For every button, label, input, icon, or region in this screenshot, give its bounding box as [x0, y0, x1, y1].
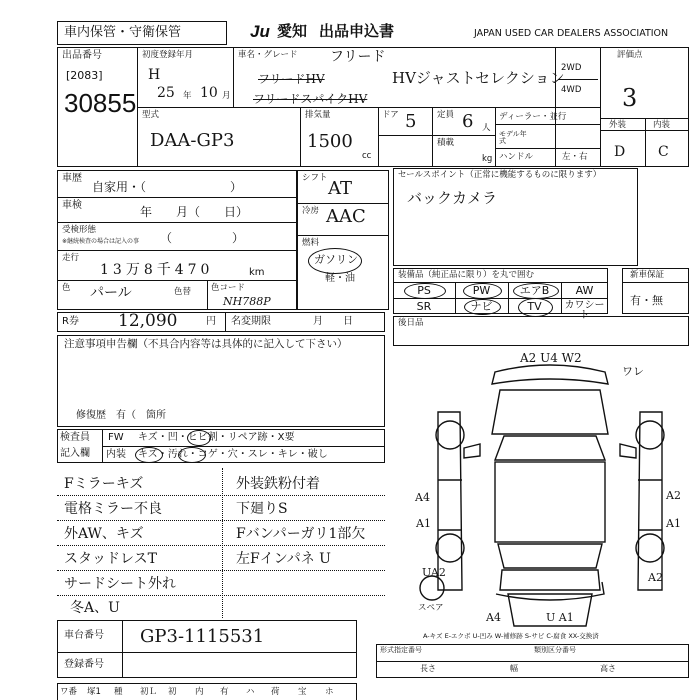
equip-ps-circle — [404, 283, 446, 299]
chassis-label: 車台番号 — [64, 630, 104, 641]
disp-label: 排気量 — [305, 110, 331, 120]
equip-tv: TV — [527, 300, 542, 313]
equip-navi: ナビ — [470, 300, 493, 313]
name-label: 車名・グレード — [238, 50, 298, 60]
drive-2wd: 2WD — [561, 63, 582, 73]
note-line-9: サードシート外れ — [64, 576, 176, 592]
dmg-left-ua2: UA2 — [422, 566, 446, 579]
back-label: 後日品 — [398, 318, 424, 328]
history-label: 車歴 — [62, 173, 82, 184]
reg-year: 25 — [157, 85, 175, 101]
dmg-bottom-a4: A4 — [486, 611, 501, 624]
repair-label: 修復歴 有（ 箇所 — [76, 410, 166, 421]
receipt-label: 受検形態 — [62, 225, 97, 235]
strip-label-3: 種 — [114, 687, 123, 697]
bottom-strip — [57, 683, 357, 700]
size-label-2: 類別区分番号 — [534, 646, 576, 654]
shift-label: シフト — [302, 173, 328, 183]
dmg-right-a2b: A2 — [648, 571, 663, 584]
dmg-legend: A-キズ E-エクボ U-凹み W-補修跡 S-サビ C-腐食 XX-交換済 — [423, 632, 599, 640]
equip-navi-circle — [464, 299, 501, 315]
note-line-4: 下廻りS — [236, 501, 288, 517]
org-name: 愛知 — [277, 22, 308, 40]
ext-value: D — [614, 144, 626, 160]
spare-label: スペア — [418, 603, 444, 613]
receipt-sub: ※継続検査の場合は記入の事 — [62, 238, 140, 245]
ac-label: 冷房 — [302, 206, 320, 216]
int-label: 内装 — [653, 120, 671, 130]
len-label: 長さ — [420, 664, 436, 673]
reg-month: 10 — [200, 85, 218, 101]
fuel-label: 燃料 — [302, 238, 320, 248]
dmg-top-right: ワレ — [622, 365, 644, 378]
struck-name-1: フリードHV — [258, 72, 325, 86]
dmg-right-a2: A2 — [666, 489, 681, 502]
equip-aw: AW — [575, 284, 594, 297]
reg-era: H — [148, 67, 161, 83]
fuel-value: ガソリン — [314, 253, 358, 266]
reg-label: 初度登録年月 — [142, 50, 194, 60]
score-label: 評価点 — [617, 50, 643, 60]
strip-label-5: 初 — [168, 687, 177, 697]
fw-circle — [187, 430, 211, 446]
equip-pw-circle — [463, 283, 502, 299]
receipt-value: （ ） — [160, 231, 245, 245]
inner-items: キズ・汚れ・コゲ・穴・スレ・キレ・破し — [138, 449, 328, 460]
sell-value: バックカメラ — [407, 189, 498, 207]
lot-label: 出品番号 — [62, 50, 102, 61]
ac-value: AAC — [326, 206, 366, 227]
width-label: 幅 — [510, 664, 518, 673]
lot-sub: [2083] — [66, 69, 103, 82]
org-en: JAPAN USED CAR DEALERS ASSOCIATION — [474, 28, 669, 39]
equip-pw: PW — [472, 284, 491, 297]
equip-airbag-circle — [513, 283, 559, 299]
note-line-7: スタッドレスT — [64, 551, 157, 567]
grade: HVジャストセレクション — [392, 69, 565, 87]
color-change-label: 色替 — [174, 287, 192, 297]
strip-label-7: 有 — [220, 687, 229, 697]
sell-point-box — [393, 168, 638, 266]
reg-no-label: 登録番号 — [64, 659, 104, 670]
strip-label-2: 塚1 — [87, 687, 101, 697]
model-value: DAA-GP3 — [150, 130, 235, 151]
dmg-right-a1: A1 — [666, 517, 681, 530]
int-value: C — [658, 144, 669, 160]
equip-airbag: エアB — [519, 284, 550, 297]
color-value: パール — [90, 285, 132, 301]
note-line-1: Fミラーキズ — [64, 476, 144, 492]
note-line-8: 左Fインパネ U — [236, 551, 331, 567]
disp-unit: cc — [362, 151, 372, 161]
inner-circle-1 — [135, 447, 163, 463]
dmg-left-a1: A1 — [416, 517, 431, 530]
note-line-5: 外AW、キズ — [64, 526, 144, 542]
recycle-value: 12,090 — [118, 311, 178, 331]
inspector-label: 検査員 — [60, 432, 90, 443]
chassis-value: GP3-1115531 — [140, 626, 265, 647]
shift-value: AT — [328, 178, 353, 199]
recorder-label: 記入欄 — [60, 448, 90, 459]
form-title: 出品申込書 — [319, 22, 395, 40]
ju-logo: Ju — [250, 22, 270, 41]
note-line-3: 電格ミラー不良 — [64, 501, 162, 517]
strip-label-4: 初Ｌ — [140, 687, 158, 697]
disp-value: 1500 — [307, 131, 353, 152]
model-label: 型式 — [142, 110, 160, 120]
mileage-label: 走行 — [62, 253, 80, 263]
back-box — [393, 316, 689, 346]
handle-options: 左・右 — [562, 152, 588, 162]
strip-label-6: 内 — [195, 687, 204, 697]
mileage-unit: km — [249, 267, 265, 278]
color-code-value: NH788P — [223, 295, 271, 308]
strip-label-11: ホ — [325, 687, 334, 697]
size-label-1: 形式指定番号 — [380, 646, 422, 654]
fw-label: FW — [108, 432, 124, 443]
seat-value: 6 — [462, 111, 474, 132]
height-label: 高さ — [600, 664, 616, 673]
inspection-label: 車検 — [62, 200, 82, 211]
fw-items: キズ・凹・ヒビ割・リペア跡・X要 — [138, 432, 295, 443]
car-damage-diagram — [400, 350, 700, 650]
seat-unit: 人 — [482, 123, 491, 133]
notes-title: 注意事項申告欄（不具合内容等は具体的に記入して下さい） — [64, 338, 348, 350]
door-value: 5 — [405, 111, 417, 132]
limit-label: 名変期限 — [231, 316, 271, 327]
note-line-10: 冬A、U — [70, 600, 120, 616]
warranty-label: 新車保証 — [630, 270, 665, 280]
dealer-label: ディーラー・並行 — [499, 112, 567, 122]
mileage-value: 13万8千470 — [100, 262, 214, 278]
warranty-value: 有・無 — [630, 294, 663, 307]
recycle-label: R券 — [62, 316, 79, 327]
model-year-label: モデル年式 — [499, 130, 527, 145]
drive-4wd: 4WD — [561, 85, 582, 95]
seat-label: 定員 — [437, 110, 455, 120]
strip-label-9: 荷 — [271, 687, 280, 697]
sell-label: セールスポイント（正常に機能するものに限ります） — [398, 170, 602, 180]
dmg-left-a4: A4 — [415, 491, 430, 504]
equip-label: 装備品（純正品に限り）を丸で囲む — [398, 270, 535, 280]
weight-label: 積載 — [437, 138, 455, 148]
color-label: 色 — [62, 283, 71, 293]
inner-circle-2 — [178, 447, 206, 463]
color-code-label: 色コード — [211, 283, 246, 293]
dmg-bottom-u: U A1 — [546, 611, 574, 624]
dmg-top-note: A2 U4 W2 — [520, 351, 582, 365]
weight-unit: kg — [482, 154, 493, 164]
equip-cushion-seat: カワシート — [564, 300, 605, 321]
equip-ps: PS — [417, 284, 431, 297]
recycle-unit: 円 — [206, 316, 216, 327]
note-line-2: 外装鉄粉付着 — [236, 476, 320, 492]
storage-label: 車内保管・守衛保管 — [64, 25, 182, 40]
fuel-other: 軽・油 — [325, 273, 355, 284]
inspection-value: 年 月（ 日） — [140, 205, 249, 219]
limit-value: 月 日 — [313, 316, 353, 327]
history-value: 自家用・（ ） — [92, 180, 243, 194]
strip-label-8: ハ — [246, 687, 255, 697]
strip-label-10: 宝 — [298, 687, 307, 697]
inner-label: 内装 — [106, 449, 126, 460]
lot-number: 30855 — [64, 88, 137, 118]
door-label: ドア — [382, 110, 399, 120]
score-value: 3 — [622, 84, 638, 112]
equip-sr: SR — [416, 300, 432, 313]
handle-label: ハンドル — [499, 152, 534, 162]
car-name: フリード — [330, 49, 386, 65]
note-line-6: Fバンパーガリ1部欠 — [236, 526, 366, 542]
ext-label: 外装 — [609, 120, 627, 130]
struck-name-2: フリードスパイクHV — [253, 92, 368, 106]
strip-label-1: ワ番 — [60, 687, 78, 697]
equip-tv-circle — [518, 298, 553, 317]
